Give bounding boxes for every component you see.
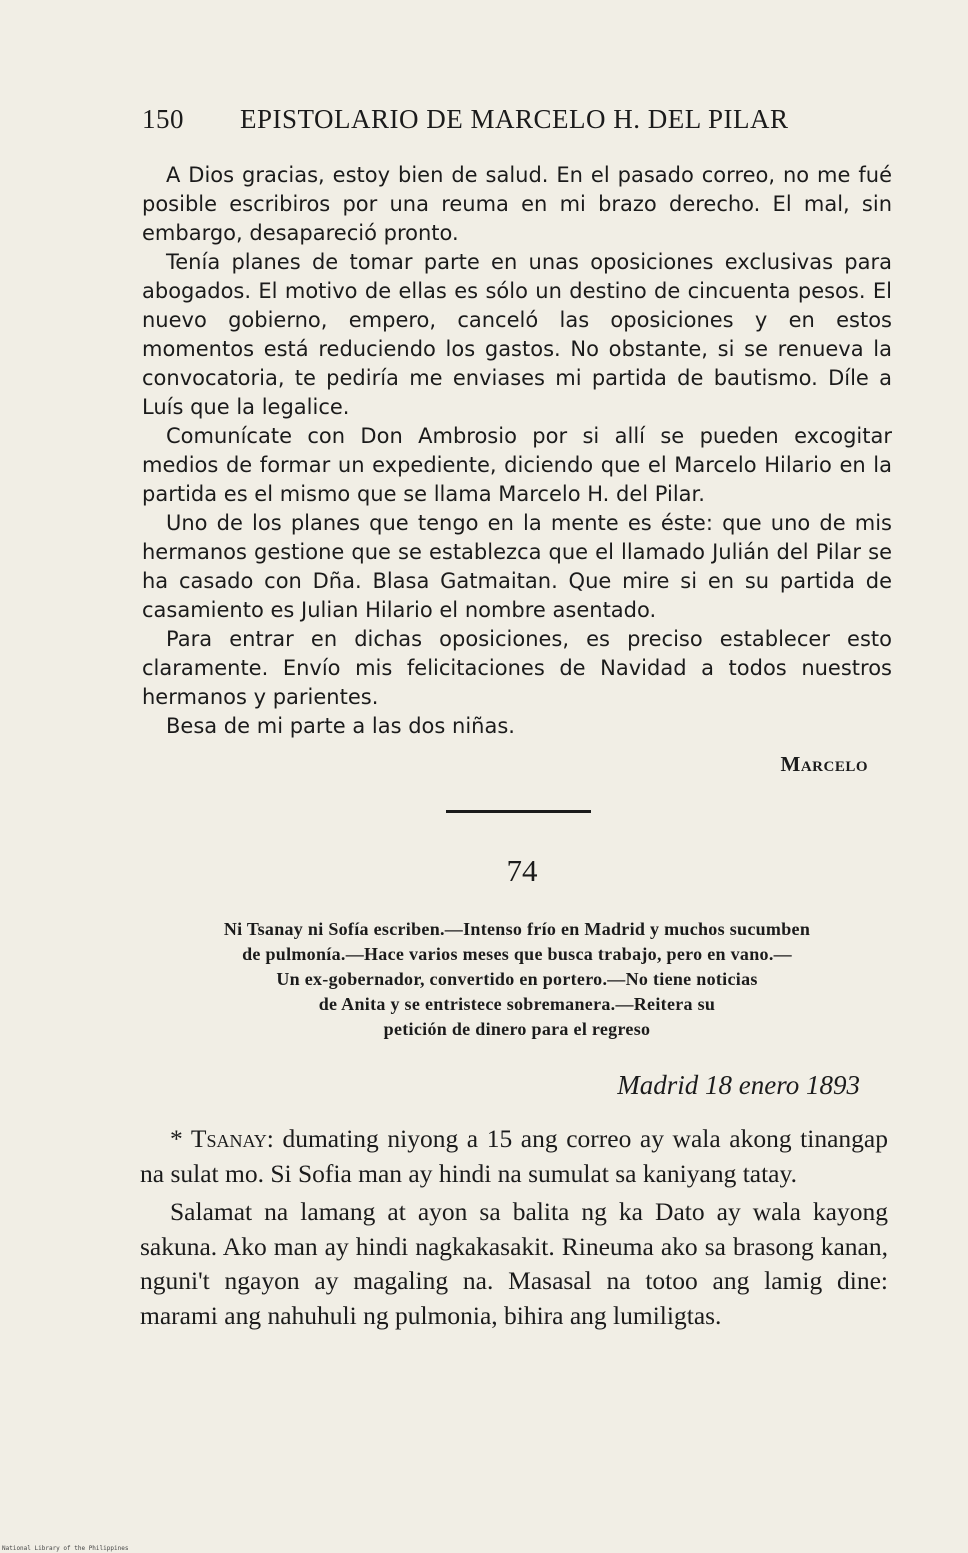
running-title: EPISTOLARIO DE MARCELO H. DEL PILAR: [240, 104, 789, 134]
paragraph-text: dumating niyong a 15 ang correo ay wala akong tinangap na sulat mo. Si Sofia man ay hindi na sumulat sa kaniyang tatay.: [140, 1124, 888, 1188]
section-divider: [446, 810, 591, 813]
paragraph: [140, 1122, 888, 1191]
library-credit: National Library of the Philippines: [2, 1545, 129, 1552]
letter-74-body: [140, 1122, 888, 1333]
summary-line: Ni Tsanay ni Sofía escriben.—Intenso frío en Madrid y muchos sucumben: [223, 919, 811, 939]
dateline: Madrid 18 enero 1893: [617, 1070, 860, 1100]
paragraph: Salamat na lamang at ayon sa balita ng ka Dato ay wala kayong sakuna. Ako man ay hindi nagkakasakit. Rineuma ako sa brasong kanan, nguni't ngayon ay magaling na. Masasal na totoo ang lamig dine: marami ang nahuhuli ng pulmonia, bihira ang lumiligtas.: [140, 1197, 888, 1330]
paragraph: Besa de mi parte a las dos niñas.: [166, 714, 515, 738]
paragraph: Comunícate con Don Ambrosio por si allí se pueden excogitar medios de formar un expediente, diciendo que el Marcelo Hilario en la partida es el mismo que se llama Marcelo H. del Pilar.: [142, 424, 892, 506]
paragraph: Tenía planes de tomar parte en unas oposiciones exclusivas para abogados. El motivo de ellas es sólo un destino de cincuenta pesos. El nuevo gobierno, empero, canceló las oposiciones y en estos momentos está reduciendo los gastos. No obstante, si se renueva la convocatoria, te pediría me enviases mi partida de bautismo. Díle a Luís que la legalice.: [142, 250, 892, 419]
paragraph: Uno de los planes que tengo en la mente es éste: que uno de mis hermanos gestione que se establezca que el llamado Julián del Pilar se ha casado con Dña. Blasa Gatmaitan. Que mire si en su partida de casamiento es Julian Hilario el nombre asentado.: [142, 511, 892, 622]
letter-summary: [142, 917, 892, 1042]
paragraph: A Dios gracias, estoy bien de salud. En el pasado correo, no me fué posible escribiros por una reuma en mi brazo derecho. El mal, sin embargo, desapareció pronto.: [142, 163, 892, 245]
summary-line: petición de dinero para el regreso: [383, 1019, 651, 1039]
summary-line: de pulmonía.—Hace varios meses que busca trabajo, pero en vano.—: [242, 944, 792, 964]
paragraph: Para entrar en dichas oposiciones, es preciso establecer esto claramente. Envío mis felicitaciones de Navidad a todos nuestros hermanos y parientes.: [142, 627, 892, 709]
summary-line: Un ex-gobernador, convertido en portero.—No tiene noticias: [276, 969, 758, 989]
salutation: * Tsanay:: [170, 1124, 274, 1153]
letter-73-body: [142, 161, 892, 741]
running-header: [142, 104, 902, 135]
summary-line: de Anita y se entristece sobremanera.—Reitera su: [318, 994, 716, 1014]
signature: Marcelo: [780, 752, 868, 776]
letter-number: 74: [506, 853, 538, 888]
page-number: 150: [142, 104, 184, 134]
